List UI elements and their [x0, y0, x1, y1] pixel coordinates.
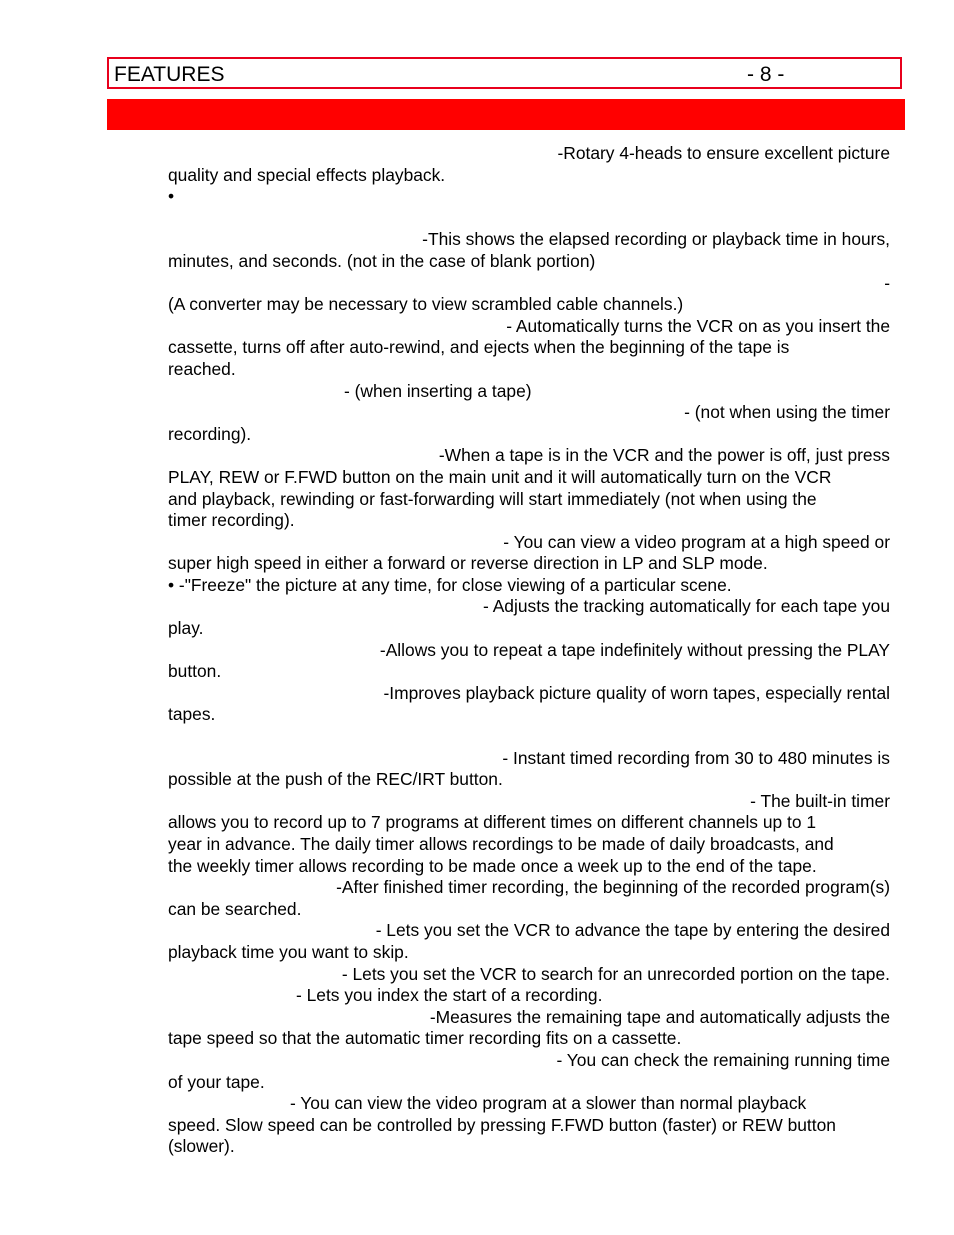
- text-line: possible at the push of the REC/IRT button.: [168, 769, 503, 790]
- text-line: - Lets you index the start of a recording.: [296, 985, 603, 1006]
- text-line: -Allows you to repeat a tape indefinitely without pressing the PLAY: [379, 639, 890, 660]
- text-line: quality and special effects playback.: [168, 164, 446, 185]
- blank-line: [168, 726, 898, 748]
- text-line: - Lets you set the VCR to advance the tape by entering the desired: [375, 920, 890, 941]
- text-line: timer recording).: [168, 510, 295, 531]
- text-line: of your tape.: [168, 1071, 265, 1092]
- text-line: button.: [168, 661, 222, 682]
- page-number: - 8 -: [747, 63, 785, 86]
- text-line: allows you to record up to 7 programs at different times on different channels up to 1: [168, 812, 817, 833]
- text-line: the weekly timer allows recording to be made once a week up to the end of the tape.: [168, 855, 817, 876]
- text-line: - You can view the video program at a slower than normal playback: [290, 1093, 807, 1114]
- text-line: - The built-in timer: [750, 790, 890, 811]
- text-line: - Automatically turns the VCR on as you insert the: [506, 315, 890, 336]
- text-line: -This shows the elapsed recording or playback time in hours,: [422, 229, 890, 250]
- text-line: -Rotary 4-heads to ensure excellent picture: [557, 143, 890, 163]
- text-line: -When a tape is in the VCR and the power is off, just press: [438, 445, 890, 466]
- text-line: PLAY, REW or F.FWD button on the main unit and it will automatically turn on the VCR: [168, 466, 832, 487]
- text-line: - You can view a video program at a high speed or: [503, 531, 890, 552]
- text-line: -Improves playback picture quality of worn tapes, especially rental: [383, 682, 890, 703]
- text-line: - (when inserting a tape): [344, 380, 532, 401]
- text-line: playback time you want to skip.: [168, 941, 409, 962]
- text-line: (slower).: [168, 1136, 235, 1157]
- page-header: [107, 57, 902, 89]
- text-line: - Instant timed recording from 30 to 480 minutes is: [502, 747, 890, 768]
- text-line: recording).: [168, 423, 252, 444]
- header-red-bar: [107, 99, 905, 130]
- text-line: tapes.: [168, 704, 216, 725]
- text-line: •: [168, 186, 175, 207]
- section-title: FEATURES: [114, 63, 225, 86]
- text-line: cassette, turns off after auto-rewind, and ejects when the beginning of the tape is: [168, 337, 790, 358]
- text-line: play.: [168, 618, 204, 639]
- text-line: (A converter may be necessary to view scrambled cable channels.): [168, 294, 684, 315]
- features-text-body: [168, 143, 898, 1158]
- text-line: can be searched.: [168, 898, 302, 919]
- text-line: - You can check the remaining running time: [556, 1049, 890, 1070]
- text-line: super high speed in either a forward or reverse direction in LP and SLP mode.: [168, 553, 768, 574]
- text-line: - Lets you set the VCR to search for an unrecorded portion on the tape.: [341, 963, 890, 984]
- text-line: tape speed so that the automatic timer recording fits on a cassette.: [168, 1028, 682, 1049]
- text-line: year in advance. The daily timer allows recordings to be made of daily broadcasts, and: [168, 834, 834, 854]
- text-line: • -"Freeze" the picture at any time, for close viewing of a particular scene.: [168, 574, 732, 595]
- text-line: speed. Slow speed can be controlled by pressing F.FWD button (faster) or REW button: [168, 1114, 836, 1135]
- text-line: and playback, rewinding or fast-forwarding will start immediately (not when using the: [168, 488, 817, 509]
- text-line: - Adjusts the tracking automatically for each tape you: [483, 596, 890, 617]
- text-line: minutes, and seconds. (not in the case of blank portion): [168, 250, 596, 271]
- text-line: -: [884, 272, 890, 293]
- text-line: - (not when using the timer: [684, 402, 890, 423]
- text-line: reached.: [168, 358, 236, 379]
- text-line: -After finished timer recording, the beginning of the recorded program(s): [336, 877, 890, 898]
- text-line: -Measures the remaining tape and automatically adjusts the: [429, 1006, 890, 1027]
- blank-line: [168, 208, 898, 230]
